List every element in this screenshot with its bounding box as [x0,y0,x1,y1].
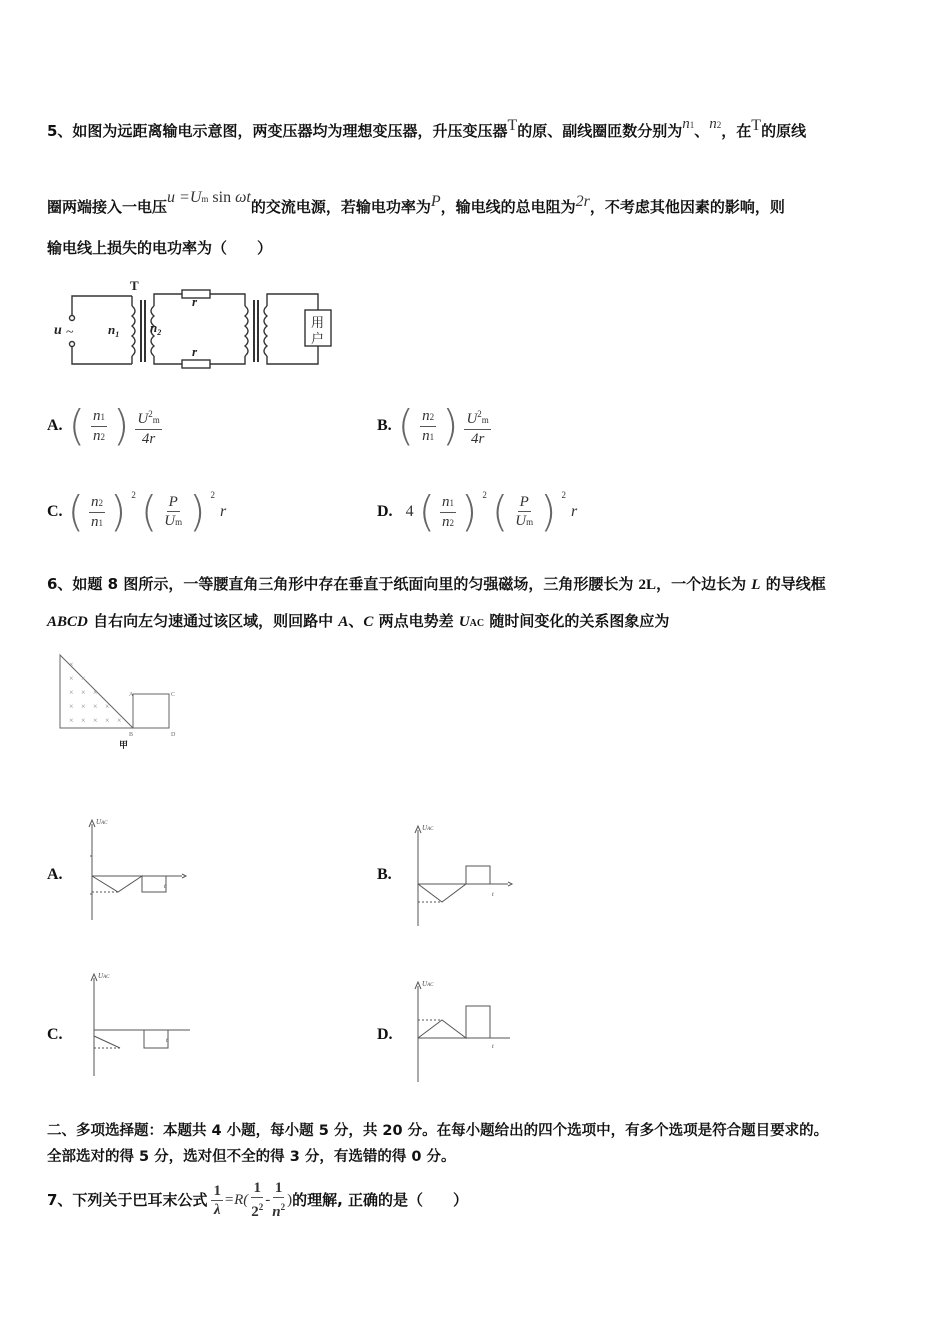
q7-line: 7、下列关于巴耳末公式 $\frac{1}{\lambda}$ =R( $\frac{1}{2^2}$ - $\frac{1}{n^2}$ ) 的理解, 正确的是（ ） [47,1180,468,1220]
q5-option-b[interactable]: B. ( $\frac{n2}{n1}$ ) $\frac{U^2m}{4r}$ [377,401,489,450]
q5-text: 的交流电源，若输电功率为 [250,198,431,216]
transmission-circuit-figure [50,276,340,376]
field-cross: × [93,688,98,697]
balmer-term-1: $\frac{1}{2^2}$ [251,1180,264,1220]
transformer-T-label: T [130,278,139,293]
resistance-symbol: 2r [575,193,590,210]
um-squared-over-4r: $\frac{U^2m}{4r}$ [464,405,490,448]
field-cross: × [117,716,122,725]
q5-text: 5、如图为远距离输电示意图，两变压器均为理想变压器，升压变压器 [47,122,508,140]
graph-option-b [410,818,520,928]
um-squared-over-4r: $\frac{U^2m}{4r}$ [135,405,161,448]
graph-option-d [410,974,520,1084]
transformer-label: T [751,117,762,134]
q7-text: 7、下列关于巴耳末公式 [47,1191,208,1209]
ratio-n1-n2: $\frac{n1}{n2}$ [441,493,454,530]
graph-option-a [84,812,194,922]
resistor-top-label: r [192,294,198,309]
field-cross: × [81,716,86,725]
source-voltage-label: u [54,323,62,338]
q5-text: ，在 [721,122,752,140]
svg-text:UAC: UAC [96,818,108,826]
frame-vertex-b: B [129,732,134,738]
frame-vertex-c: C [171,692,176,698]
field-cross: × [69,660,74,669]
field-cross: × [69,702,74,711]
field-cross: × [81,674,86,683]
q5-option-c[interactable]: C. ( $\frac{n2}{n1}$ ) 2 ( $\frac{P}{Um}$ ) 2 r [47,487,227,536]
field-cross: × [105,702,110,711]
field-cross: × [93,716,98,725]
q6-option-b[interactable]: B. [377,866,392,883]
field-cross: × [69,716,74,725]
option-label: A. [47,417,63,434]
field-cross: × [105,716,110,725]
svg-text:UAC: UAC [422,980,434,988]
svg-text:t: t [492,892,494,898]
q5-line-1 [47,114,806,141]
q5-text: 圈两端接入一电压 [47,198,168,216]
option-label: B. [377,417,392,434]
field-cross: × [81,688,86,697]
voltage-formula: u =Um sin ωt [167,189,251,206]
ratio-p-um: $\frac{P}{Um}$ [515,494,534,529]
coil-n2-label: $n_2$ [150,320,162,337]
transformer-label: T [507,117,518,134]
q5-text: ，输电线的总电阻为 [440,198,576,216]
user-label-2: 户 [311,331,325,346]
field-cross: × [93,702,98,711]
q6-option-c[interactable]: C. [47,1026,63,1043]
resistor-bottom-label: r [192,344,198,359]
ratio-n2-n1: $\frac{n2}{n1}$ [90,493,103,530]
q5-line-2 [47,188,785,217]
field-cross: × [81,702,86,711]
section-2-instructions: 全部选对的得 5 分，选对但不全的得 3 分，有选错的得 0 分。 [47,1149,456,1165]
n2-symbol: n2 [709,116,722,132]
q5-option-a[interactable]: A. ( $\frac{n1}{n2}$ ) $\frac{U^2m}{4r}$ [47,401,160,450]
section-2-heading: 二、多项选择题：本题共 4 小题，每小题 5 分，共 20 分。在每小题给出的四个选项中，有多个选项是符合题目要求的。 [47,1123,829,1139]
field-cross: × [69,688,74,697]
power-symbol: P [430,193,441,210]
coil-n1-label: $n_1$ [108,322,120,339]
field-cross: × [69,674,74,683]
q5-text: 的原、副线圈匝数分别为 [517,122,683,140]
svg-text:t: t [164,884,166,890]
q5-line-3: 输电线上损失的电功率为（ ） [47,239,273,257]
q5-text: ，不考虑其他因素的影响，则 [589,198,785,216]
svg-text:t: t [492,1044,494,1050]
svg-text:UAC: UAC [98,972,110,980]
q6-line-1: 6、如题 8 图所示，一等腰直角三角形中存在垂直于纸面向里的匀强磁场，三角形腰长为 2L，一个边长为 L 的导线框 [47,575,826,593]
q5-text: 、 [694,122,710,140]
magnetic-field-triangle-figure [55,650,185,755]
q5-option-d[interactable]: D. 4 ( $\frac{n1}{n2}$ ) 2 ( $\frac{P}{Um}$ ) 2 r [377,487,578,536]
graph-option-c [86,966,196,1078]
q6-line-2: ABCD 自右向左匀速通过该区域，则回路中 A、C 两点电势差 UAC 随时间变化的关系图象应为 [47,612,670,630]
ratio-n2-n1: $\frac{n2}{n1}$ [422,407,435,444]
ratio-p-um: $\frac{P}{Um}$ [164,494,183,529]
q5-text: 的原线 [761,122,807,140]
user-label-1: 用 [311,315,325,330]
svg-text:t: t [166,1038,168,1044]
svg-text:UAC: UAC [422,824,434,832]
frame-vertex-d: D [171,732,176,738]
q6-option-d[interactable]: D. [377,1026,393,1043]
figure-caption: 甲 [119,740,129,750]
q6-option-a[interactable]: A. [47,866,63,883]
balmer-lhs: $\frac{1}{\lambda}$ [213,1182,221,1218]
ac-symbol: ~ [66,325,74,340]
option-label: D. [377,503,393,520]
n1-symbol: n1 [682,116,695,132]
frame-vertex-a: A [129,692,134,698]
balmer-term-2: $\frac{1}{n^2}$ [272,1180,286,1220]
option-label: C. [47,503,63,520]
q7-text: 的理解, 正确的是（ ） [292,1191,468,1209]
ratio-n1-n2: $\frac{n1}{n2}$ [92,407,105,444]
